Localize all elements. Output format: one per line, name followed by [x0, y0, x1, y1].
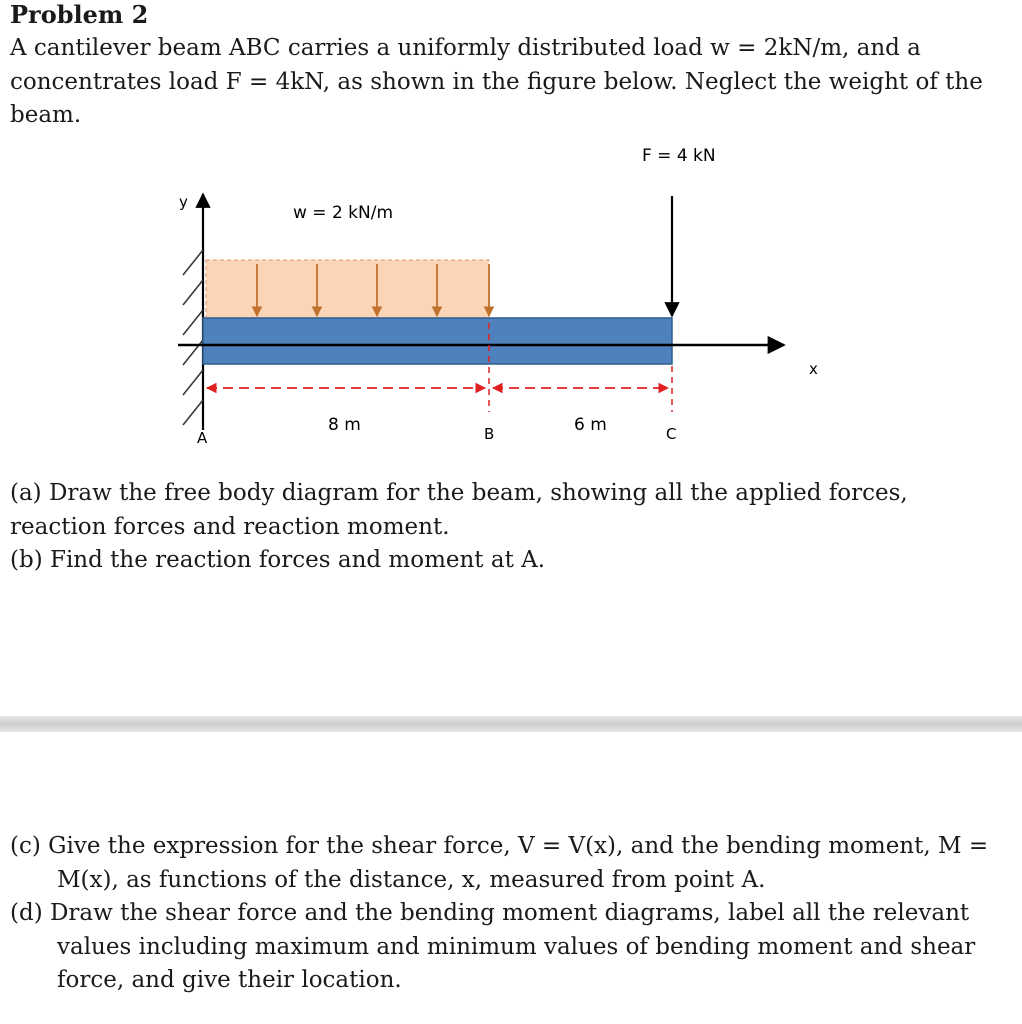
questions-a-b: [10, 477, 1010, 578]
beam: [203, 318, 672, 364]
problem-title: Problem 2: [10, 0, 149, 29]
beam-figure: [0, 130, 1022, 460]
x-axis-label: x: [809, 360, 818, 378]
point-a-label: A: [197, 429, 208, 447]
udl-label: w = 2 kN/m: [293, 203, 394, 223]
fixed-support-hatching: [183, 250, 203, 425]
problem-statement: A cantilever beam ABC carries a uniformly distributed load w = 2kN/m, and a concentrates load F = 4kN, as shown in the figure below. Neglect the weight of the beam.: [10, 35, 983, 128]
udl-region: [206, 260, 489, 318]
point-c-label: C: [666, 425, 677, 443]
dimension-ab-label: 8 m: [328, 415, 361, 435]
dimension-bc-label: 6 m: [574, 415, 607, 435]
questions-c-d: [10, 830, 1010, 998]
page-divider: [0, 716, 1022, 732]
question-d: (d) Draw the shear force and the bending moment diagrams, label all the relevant values including maximum and minimum values of bending moment and shear force, and give their location.: [10, 900, 976, 993]
question-b: (b) Find the reaction forces and moment at A.: [10, 547, 546, 573]
y-axis-label: y: [179, 193, 188, 211]
question-a: (a) Draw the free body diagram for the beam, showing all the applied forces, reaction forces and reaction moment.: [10, 480, 908, 540]
question-c: (c) Give the expression for the shear force, V = V(x), and the bending moment, M = M(x), as functions of the distance, x, measured from point A.: [10, 833, 989, 893]
force-label: F = 4 kN: [642, 146, 716, 166]
point-b-label: B: [484, 425, 495, 443]
